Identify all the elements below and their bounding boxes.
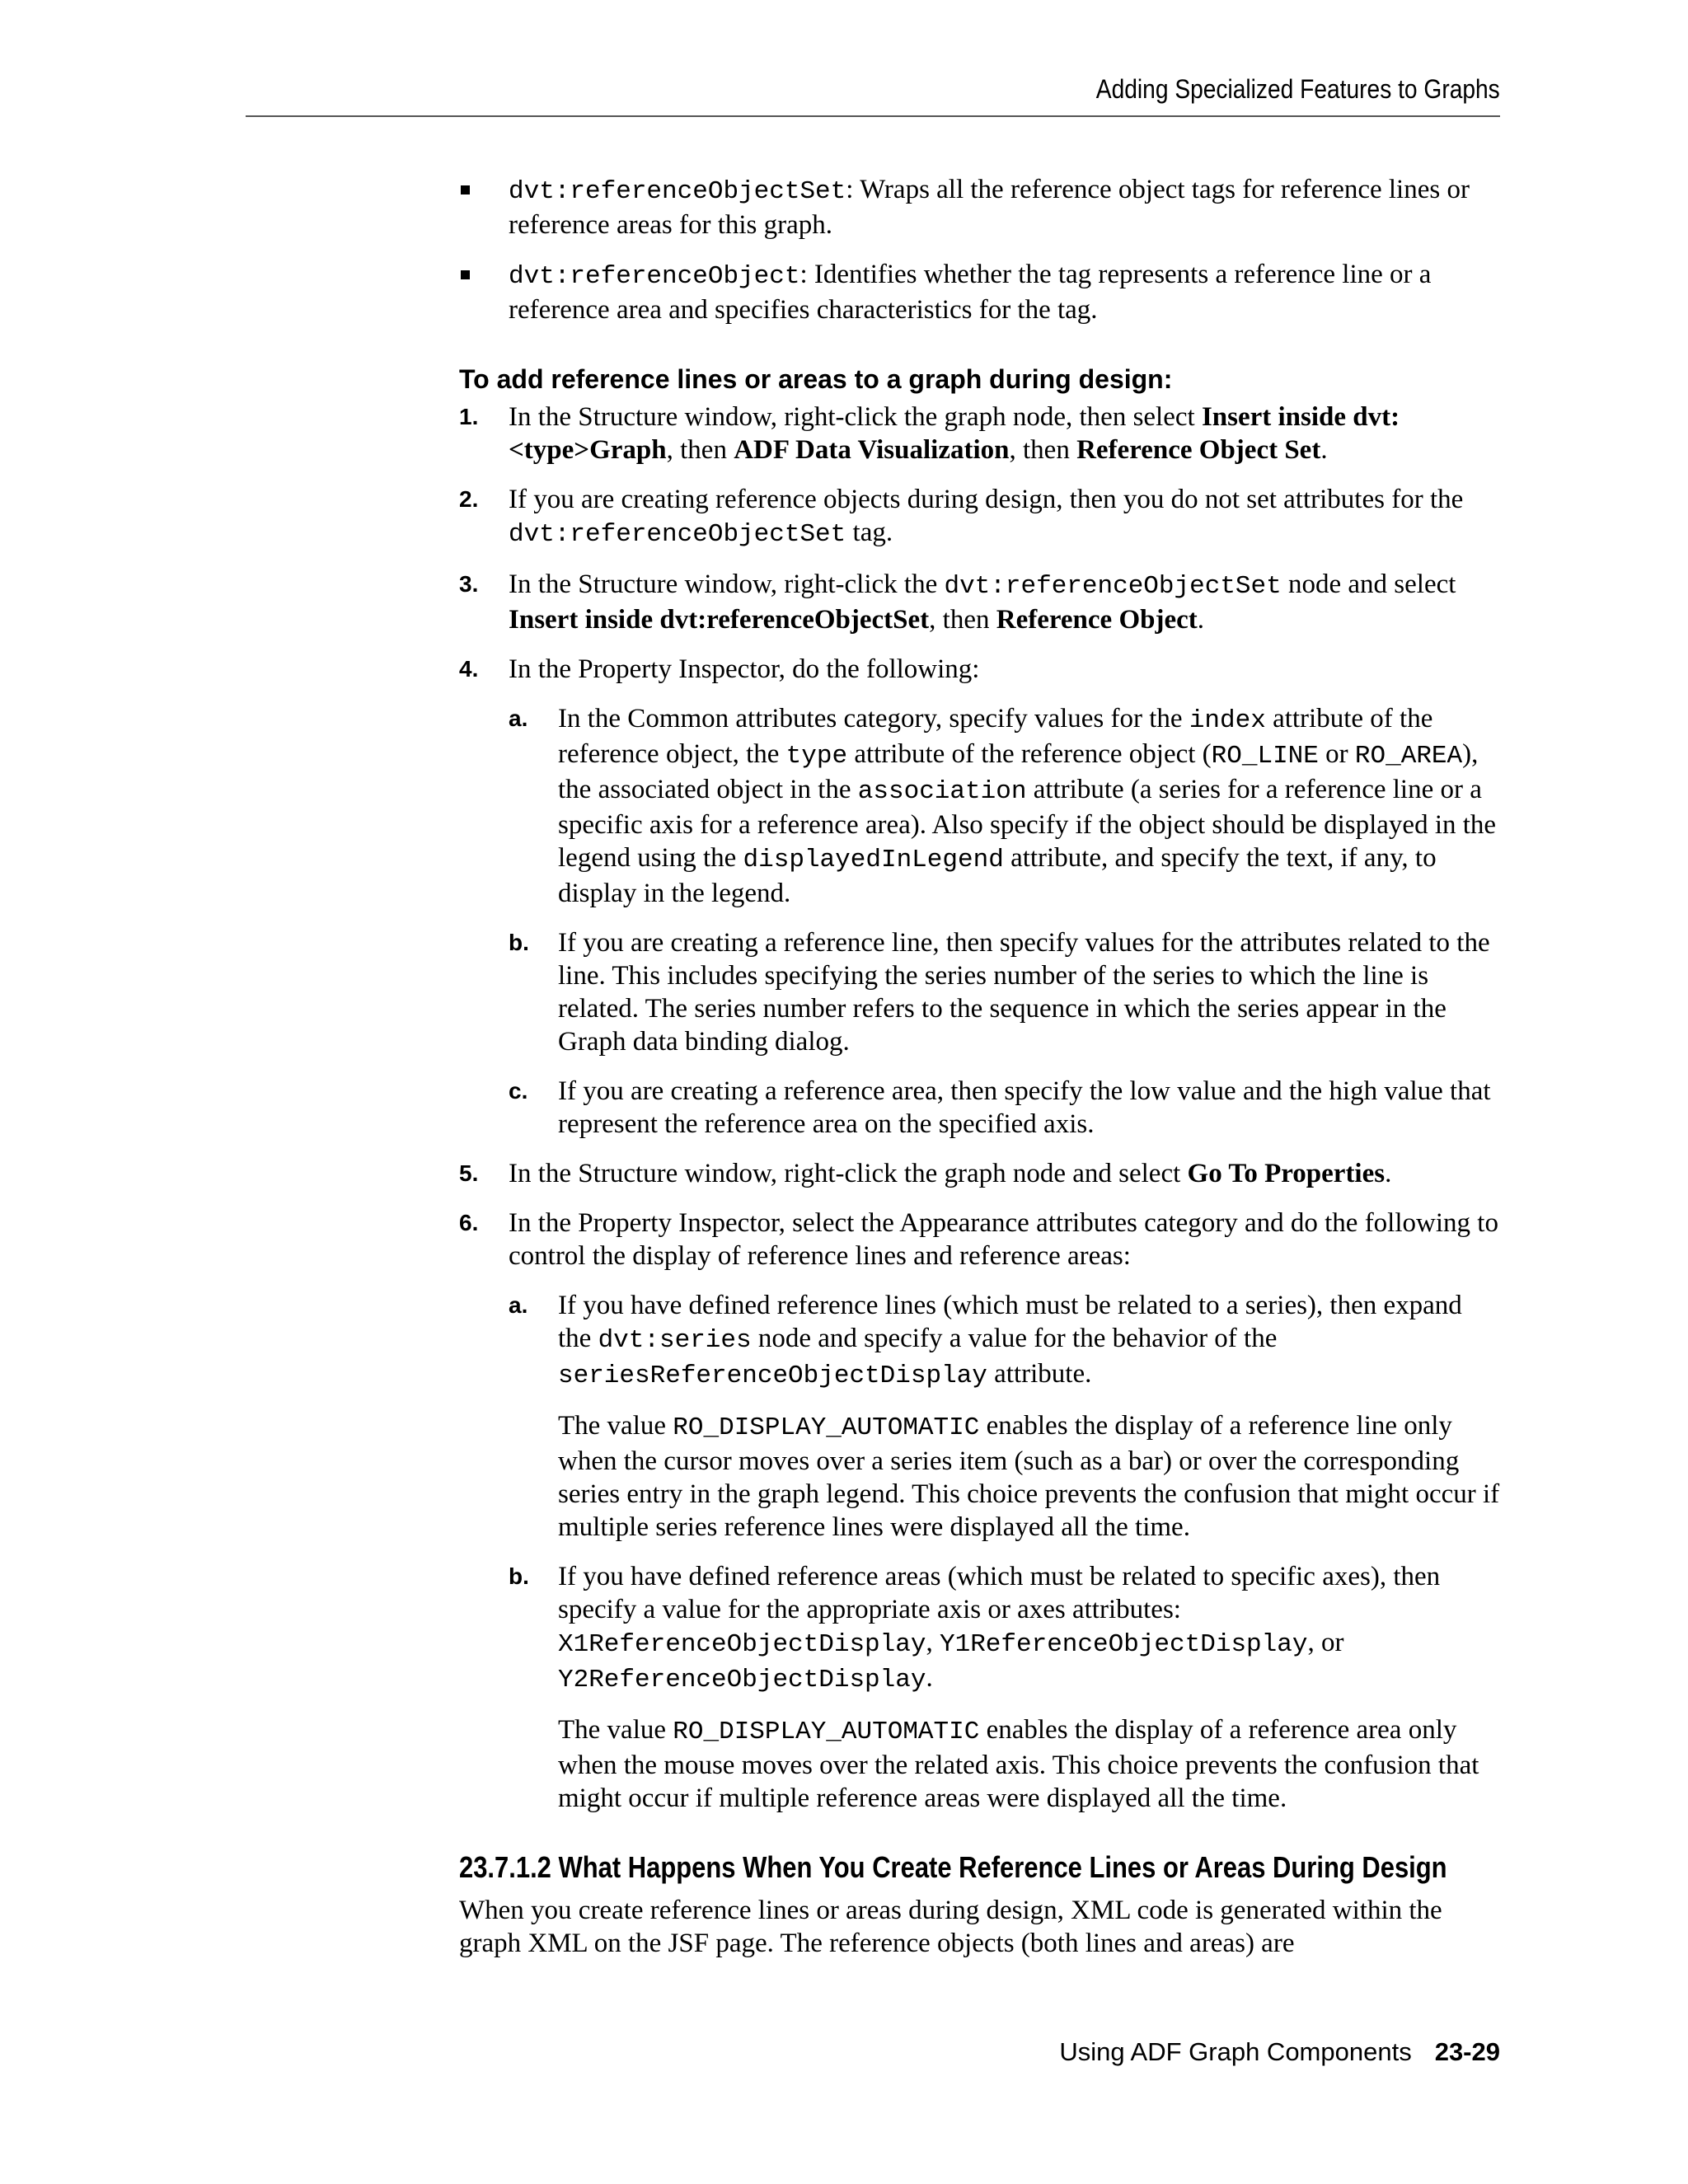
step-number: 3. bbox=[459, 571, 479, 597]
step-6b-note bbox=[459, 1713, 1500, 1815]
step-text: If you are creating reference objects during design, then you do not set attributes for the bbox=[509, 485, 1464, 514]
code-term: RO_DISPLAY_AUTOMATIC bbox=[673, 1413, 980, 1442]
code-term: dvt:referenceObjectSet bbox=[509, 520, 846, 549]
step-text: attribute. bbox=[987, 1359, 1092, 1389]
substep-letter: b. bbox=[509, 1563, 529, 1589]
code-term: dvt:referenceObjectSet bbox=[509, 177, 846, 206]
code-term: Y1ReferenceObjectDisplay bbox=[939, 1630, 1308, 1659]
ui-term: Reference Object Set bbox=[1076, 435, 1321, 465]
page-footer bbox=[1059, 2037, 1500, 2067]
step-2 bbox=[459, 483, 1500, 551]
step-text: If you are creating a reference line, then specify values for the attributes related to the line. This includes specifying the series number of the series to which the line is related. The series number refers to the sequence in which the series appear in the Graph data binding dialog. bbox=[558, 928, 1490, 1057]
substep-letter: c. bbox=[509, 1078, 528, 1104]
procedure-title: To add reference lines or areas to a graph during design: bbox=[459, 364, 1173, 394]
step-text: , or bbox=[1307, 1628, 1344, 1657]
ui-term: Go To Properties bbox=[1187, 1159, 1386, 1188]
page-number: 23-29 bbox=[1434, 2037, 1500, 2066]
bullet-item bbox=[459, 173, 1500, 241]
step-text: , then bbox=[1009, 435, 1077, 465]
header-divider bbox=[246, 115, 1500, 117]
step-text: If you have defined reference areas (which must be related to specific axes), then specify a value for the appropriate axis or axes attributes: bbox=[558, 1562, 1441, 1624]
step-text: enables the display of a reference line only when the cursor moves over a series item (such as a bar) or over the corresponding series entry in the graph legend. This choice prevents the confusion that might occur if multiple series reference lines were displayed all the time. bbox=[558, 1411, 1500, 1542]
square-bullet-icon bbox=[461, 270, 470, 279]
bullet-item bbox=[459, 258, 1500, 326]
step-3 bbox=[459, 568, 1500, 636]
step-text: attribute of the reference object ( bbox=[847, 739, 1212, 769]
step-text: ), the associated object in the bbox=[558, 739, 1479, 804]
code-term: association bbox=[857, 777, 1027, 806]
step-number: 2. bbox=[459, 486, 479, 512]
code-term: Y2ReferenceObjectDisplay bbox=[558, 1666, 926, 1694]
step-6a-note bbox=[459, 1409, 1500, 1544]
bullet-text: : Wraps all the reference object tags for reference lines or reference areas for this graph. bbox=[509, 175, 1470, 240]
running-header: Adding Specialized Features to Graphs bbox=[1096, 74, 1500, 104]
step-text: tag. bbox=[846, 518, 893, 547]
step-text: enables the display of a reference area only when the mouse moves over the related axis. This choice prevents the confusion that might occur if multiple reference areas were displayed all the time. bbox=[558, 1715, 1479, 1813]
page-content bbox=[459, 173, 1500, 1960]
substep-letter: a. bbox=[509, 705, 528, 731]
step-4 bbox=[459, 653, 1500, 686]
code-term: X1ReferenceObjectDisplay bbox=[558, 1630, 926, 1659]
code-term: index bbox=[1189, 706, 1266, 735]
step-text: attribute (a series for a reference line or a specific axis for a reference area). Also specify if the object should be displayed in the legend using the bbox=[558, 775, 1497, 873]
code-term: seriesReferenceObjectDisplay bbox=[558, 1361, 987, 1390]
code-term: displayedInLegend bbox=[743, 846, 1004, 874]
step-text: If you are creating a reference area, then specify the low value and the high value that represent the reference area on the specified axis. bbox=[558, 1076, 1491, 1139]
code-term: RO_LINE bbox=[1211, 742, 1319, 771]
step-6 bbox=[459, 1207, 1500, 1272]
step-number: 5. bbox=[459, 1160, 479, 1186]
step-text: In the Structure window, right-click the graph node and select bbox=[509, 1159, 1188, 1188]
step-text: The value bbox=[558, 1715, 673, 1745]
step-text: or bbox=[1318, 739, 1355, 769]
footer-label: Using ADF Graph Components bbox=[1059, 2037, 1412, 2066]
step-text: . bbox=[1320, 435, 1328, 465]
square-bullet-icon bbox=[461, 185, 470, 194]
step-number: 4. bbox=[459, 656, 479, 682]
step-number: 1. bbox=[459, 404, 479, 429]
step-text: In the Property Inspector, select the Appearance attributes category and do the following to control the display of reference lines and reference areas: bbox=[509, 1208, 1498, 1271]
code-term: dvt:series bbox=[598, 1326, 752, 1355]
step-4c bbox=[459, 1075, 1500, 1141]
code-term: RO_AREA bbox=[1354, 742, 1463, 771]
step-5 bbox=[459, 1157, 1500, 1190]
step-4a bbox=[459, 702, 1500, 910]
step-text: In the Structure window, right-click the graph node, then select bbox=[509, 402, 1202, 432]
code-term: type bbox=[785, 742, 848, 771]
substep-letter: b. bbox=[509, 930, 529, 955]
step-text: node and select bbox=[1281, 569, 1456, 599]
ui-term: Reference Object bbox=[996, 605, 1198, 635]
step-1 bbox=[459, 401, 1500, 466]
step-4b bbox=[459, 926, 1500, 1058]
ui-term: ADF Data Visualization bbox=[734, 435, 1010, 465]
step-6a bbox=[459, 1289, 1500, 1393]
substep-letter: a. bbox=[509, 1292, 528, 1318]
body-paragraph: When you create reference lines or areas during design, XML code is generated within the graph XML on the JSF page. The reference objects (both lines and areas) are bbox=[459, 1896, 1442, 1958]
step-text: In the Property Inspector, do the following: bbox=[509, 654, 980, 684]
ui-term: Insert inside dvt:referenceObjectSet bbox=[509, 605, 930, 635]
step-text: node and specify a value for the behavior of the bbox=[751, 1324, 1278, 1353]
step-text: In the Structure window, right-click the bbox=[509, 569, 945, 599]
step-text: . bbox=[926, 1663, 933, 1693]
bullet-text: : Identifies whether the tag represents a reference line or a reference area and specifies characteristics for the tag. bbox=[509, 260, 1432, 325]
step-text: . bbox=[1197, 605, 1204, 635]
code-term: dvt:referenceObject bbox=[509, 262, 800, 291]
code-term: RO_DISPLAY_AUTOMATIC bbox=[673, 1718, 980, 1746]
code-term: dvt:referenceObjectSet bbox=[944, 572, 1282, 601]
step-text: , bbox=[926, 1628, 940, 1657]
step-text: If you have defined reference lines (which must be related to a series), then expand the bbox=[558, 1291, 1462, 1353]
step-text: The value bbox=[558, 1411, 673, 1441]
step-6b bbox=[459, 1560, 1500, 1697]
step-text: . bbox=[1385, 1159, 1392, 1188]
step-text: , then bbox=[929, 605, 996, 635]
step-number: 6. bbox=[459, 1210, 479, 1235]
step-text: In the Common attributes category, specify values for the bbox=[558, 704, 1189, 733]
section-heading: 23.7.1.2 What Happens When You Create Reference Lines or Areas During Design bbox=[459, 1850, 1447, 1884]
step-text: attribute of the reference object, the bbox=[558, 704, 1433, 769]
step-text: attribute, and specify the text, if any, to display in the legend. bbox=[558, 843, 1437, 908]
ui-term: Insert inside dvt:<type>Graph bbox=[509, 402, 1400, 465]
step-text: , then bbox=[666, 435, 734, 465]
